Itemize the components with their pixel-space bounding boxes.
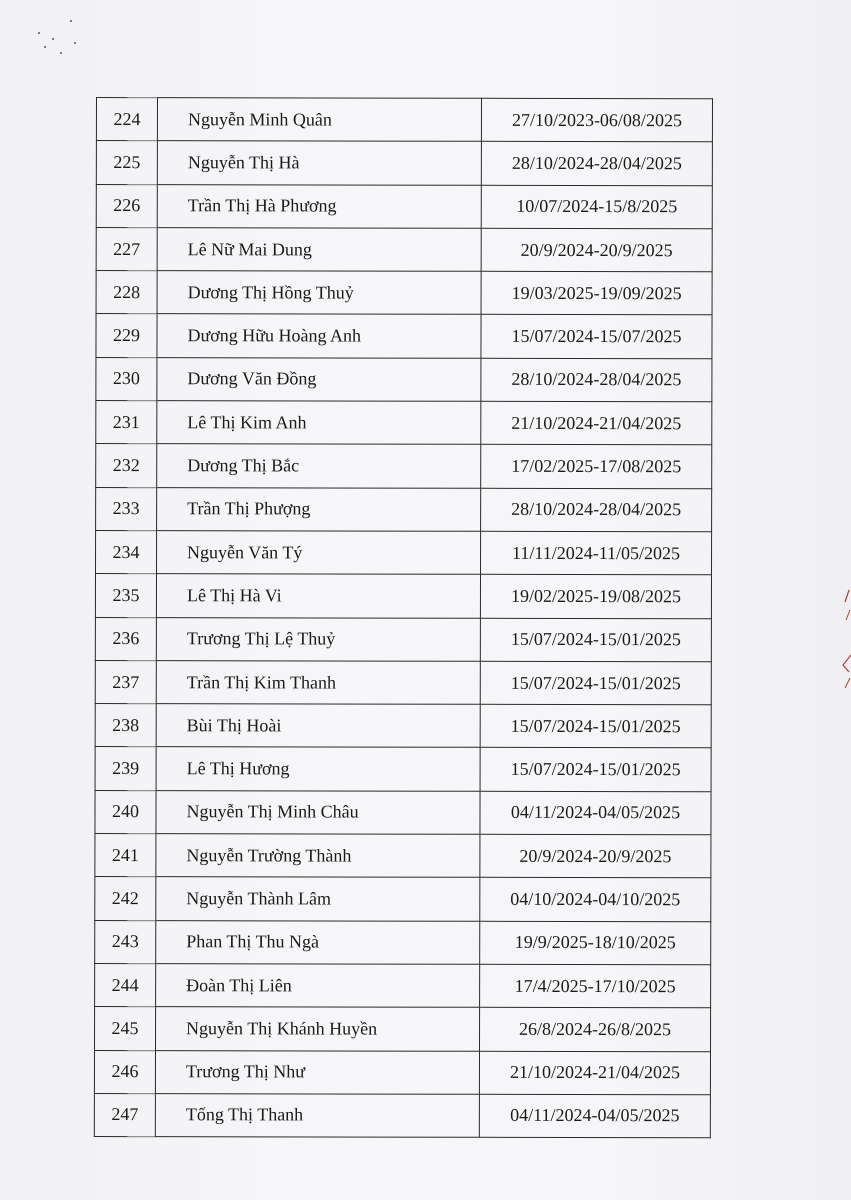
period-cell: 27/10/2023-06/08/2025 [481, 98, 712, 142]
table-row [94, 1050, 710, 1095]
full-name-cell: Nguyễn Minh Quân [157, 98, 481, 142]
row-number-cell: 239 [95, 747, 156, 790]
period-cell: 19/03/2025-19/09/2025 [481, 271, 712, 315]
period-cell: 15/07/2024-15/07/2025 [481, 315, 712, 359]
table-row [95, 704, 711, 749]
scan-speck [38, 32, 40, 34]
table-row [96, 227, 712, 272]
row-number-cell: 236 [95, 617, 156, 660]
row-number-cell: 243 [95, 920, 156, 963]
table-row [96, 530, 712, 575]
full-name-cell: Dương Hữu Hoàng Anh [157, 314, 481, 358]
full-name-cell: Lê Nữ Mai Dung [157, 228, 481, 272]
full-name-cell: Nguyễn Thị Minh Châu [156, 790, 480, 834]
full-name-cell: Nguyễn Thị Khánh Huyền [156, 1007, 480, 1051]
period-cell: 15/07/2024-15/01/2025 [480, 661, 711, 705]
table-row [95, 747, 711, 792]
period-cell: 17/02/2025-17/08/2025 [481, 445, 712, 489]
full-name-cell: Dương Văn Đồng [157, 357, 481, 401]
table-row [96, 314, 712, 359]
scan-speck [74, 42, 76, 44]
table-row [95, 660, 711, 705]
full-name-cell: Dương Thị Hồng Thuỷ [157, 271, 481, 315]
table-row [96, 487, 712, 532]
table-row [96, 141, 712, 186]
scan-speck [44, 46, 46, 48]
full-name-cell: Trần Thị Hà Phương [157, 184, 481, 228]
period-cell: 28/10/2024-28/04/2025 [481, 358, 712, 402]
row-number-cell: 228 [96, 271, 157, 314]
row-number-cell: 225 [96, 141, 157, 184]
full-name-cell: Tống Thị Thanh [155, 1093, 479, 1137]
scan-specks [30, 14, 90, 64]
period-cell: 28/10/2024-28/04/2025 [481, 142, 712, 186]
full-name-cell: Trương Thị Lệ Thuỷ [156, 617, 480, 661]
row-number-cell: 232 [96, 444, 157, 487]
period-cell: 04/11/2024-04/05/2025 [479, 1094, 710, 1138]
row-number-cell: 241 [95, 834, 156, 877]
scan-speck [52, 38, 54, 40]
period-cell: 21/10/2024-21/04/2025 [481, 401, 712, 445]
table-row [95, 963, 711, 1008]
period-cell: 20/9/2024-20/9/2025 [480, 834, 711, 878]
table-row [95, 790, 711, 835]
period-cell: 26/8/2024-26/8/2025 [480, 1008, 711, 1052]
row-number-cell: 246 [94, 1050, 155, 1093]
stamp-edge-mark [837, 580, 851, 700]
row-number-cell: 245 [95, 1007, 156, 1050]
period-cell: 15/07/2024-15/01/2025 [480, 618, 711, 662]
period-cell: 19/02/2025-19/08/2025 [480, 575, 711, 619]
table-row [96, 357, 712, 402]
full-name-cell: Lê Thị Hà Vi [156, 574, 480, 618]
full-name-cell: Trần Thị Kim Thanh [156, 660, 480, 704]
row-number-cell: 231 [96, 401, 157, 444]
full-name-cell: Phan Thị Thu Ngà [156, 920, 480, 964]
period-cell: 11/11/2024-11/05/2025 [481, 531, 712, 575]
full-name-cell: Lê Thị Hương [156, 747, 480, 791]
period-cell: 28/10/2024-28/04/2025 [481, 488, 712, 532]
row-number-cell: 224 [96, 98, 157, 141]
row-number-cell: 244 [95, 963, 156, 1006]
table-row [95, 1007, 711, 1052]
table-row [95, 920, 711, 965]
full-name-cell: Lê Thị Kim Anh [157, 401, 481, 445]
row-number-cell: 234 [96, 530, 157, 573]
scan-speck [70, 20, 72, 22]
row-number-cell: 229 [96, 314, 157, 357]
table-row [95, 617, 711, 662]
roster-table [94, 97, 713, 1138]
period-cell: 20/9/2024-20/9/2025 [481, 228, 712, 272]
table-row [95, 834, 711, 879]
row-number-cell: 226 [96, 184, 157, 227]
period-cell: 21/10/2024-21/04/2025 [479, 1051, 710, 1095]
table-row [96, 98, 712, 143]
period-cell: 10/07/2024-15/8/2025 [481, 185, 712, 229]
period-cell: 15/07/2024-15/01/2025 [480, 748, 711, 792]
full-name-cell: Trần Thị Phượng [157, 487, 481, 531]
table-row [95, 574, 711, 619]
roster-table-body [94, 98, 712, 1138]
period-cell: 04/11/2024-04/05/2025 [480, 791, 711, 835]
row-number-cell: 235 [95, 574, 156, 617]
period-cell: 17/4/2025-17/10/2025 [480, 964, 711, 1008]
period-cell: 15/07/2024-15/01/2025 [480, 704, 711, 748]
table-row [96, 271, 712, 316]
full-name-cell: Dương Thị Bắc [157, 444, 481, 488]
full-name-cell: Nguyễn Thị Hà [157, 141, 481, 185]
row-number-cell: 247 [94, 1093, 155, 1136]
row-number-cell: 227 [96, 227, 157, 270]
full-name-cell: Nguyễn Trường Thành [156, 834, 480, 878]
row-number-cell: 230 [96, 357, 157, 400]
scan-speck [60, 52, 62, 54]
table-row [96, 444, 712, 489]
full-name-cell: Nguyễn Thành Lâm [156, 877, 480, 921]
table-row [94, 1093, 710, 1138]
period-cell: 19/9/2025-18/10/2025 [480, 921, 711, 965]
row-number-cell: 240 [95, 790, 156, 833]
full-name-cell: Nguyễn Văn Tý [157, 531, 481, 575]
table-row [96, 401, 712, 446]
row-number-cell: 238 [95, 704, 156, 747]
period-cell: 04/10/2024-04/10/2025 [480, 878, 711, 922]
full-name-cell: Bùi Thị Hoài [156, 704, 480, 748]
table-row [96, 184, 712, 229]
row-number-cell: 242 [95, 877, 156, 920]
row-number-cell: 233 [96, 487, 157, 530]
table-row [95, 877, 711, 922]
full-name-cell: Trương Thị Như [155, 1050, 479, 1094]
full-name-cell: Đoàn Thị Liên [156, 964, 480, 1008]
row-number-cell: 237 [95, 660, 156, 703]
